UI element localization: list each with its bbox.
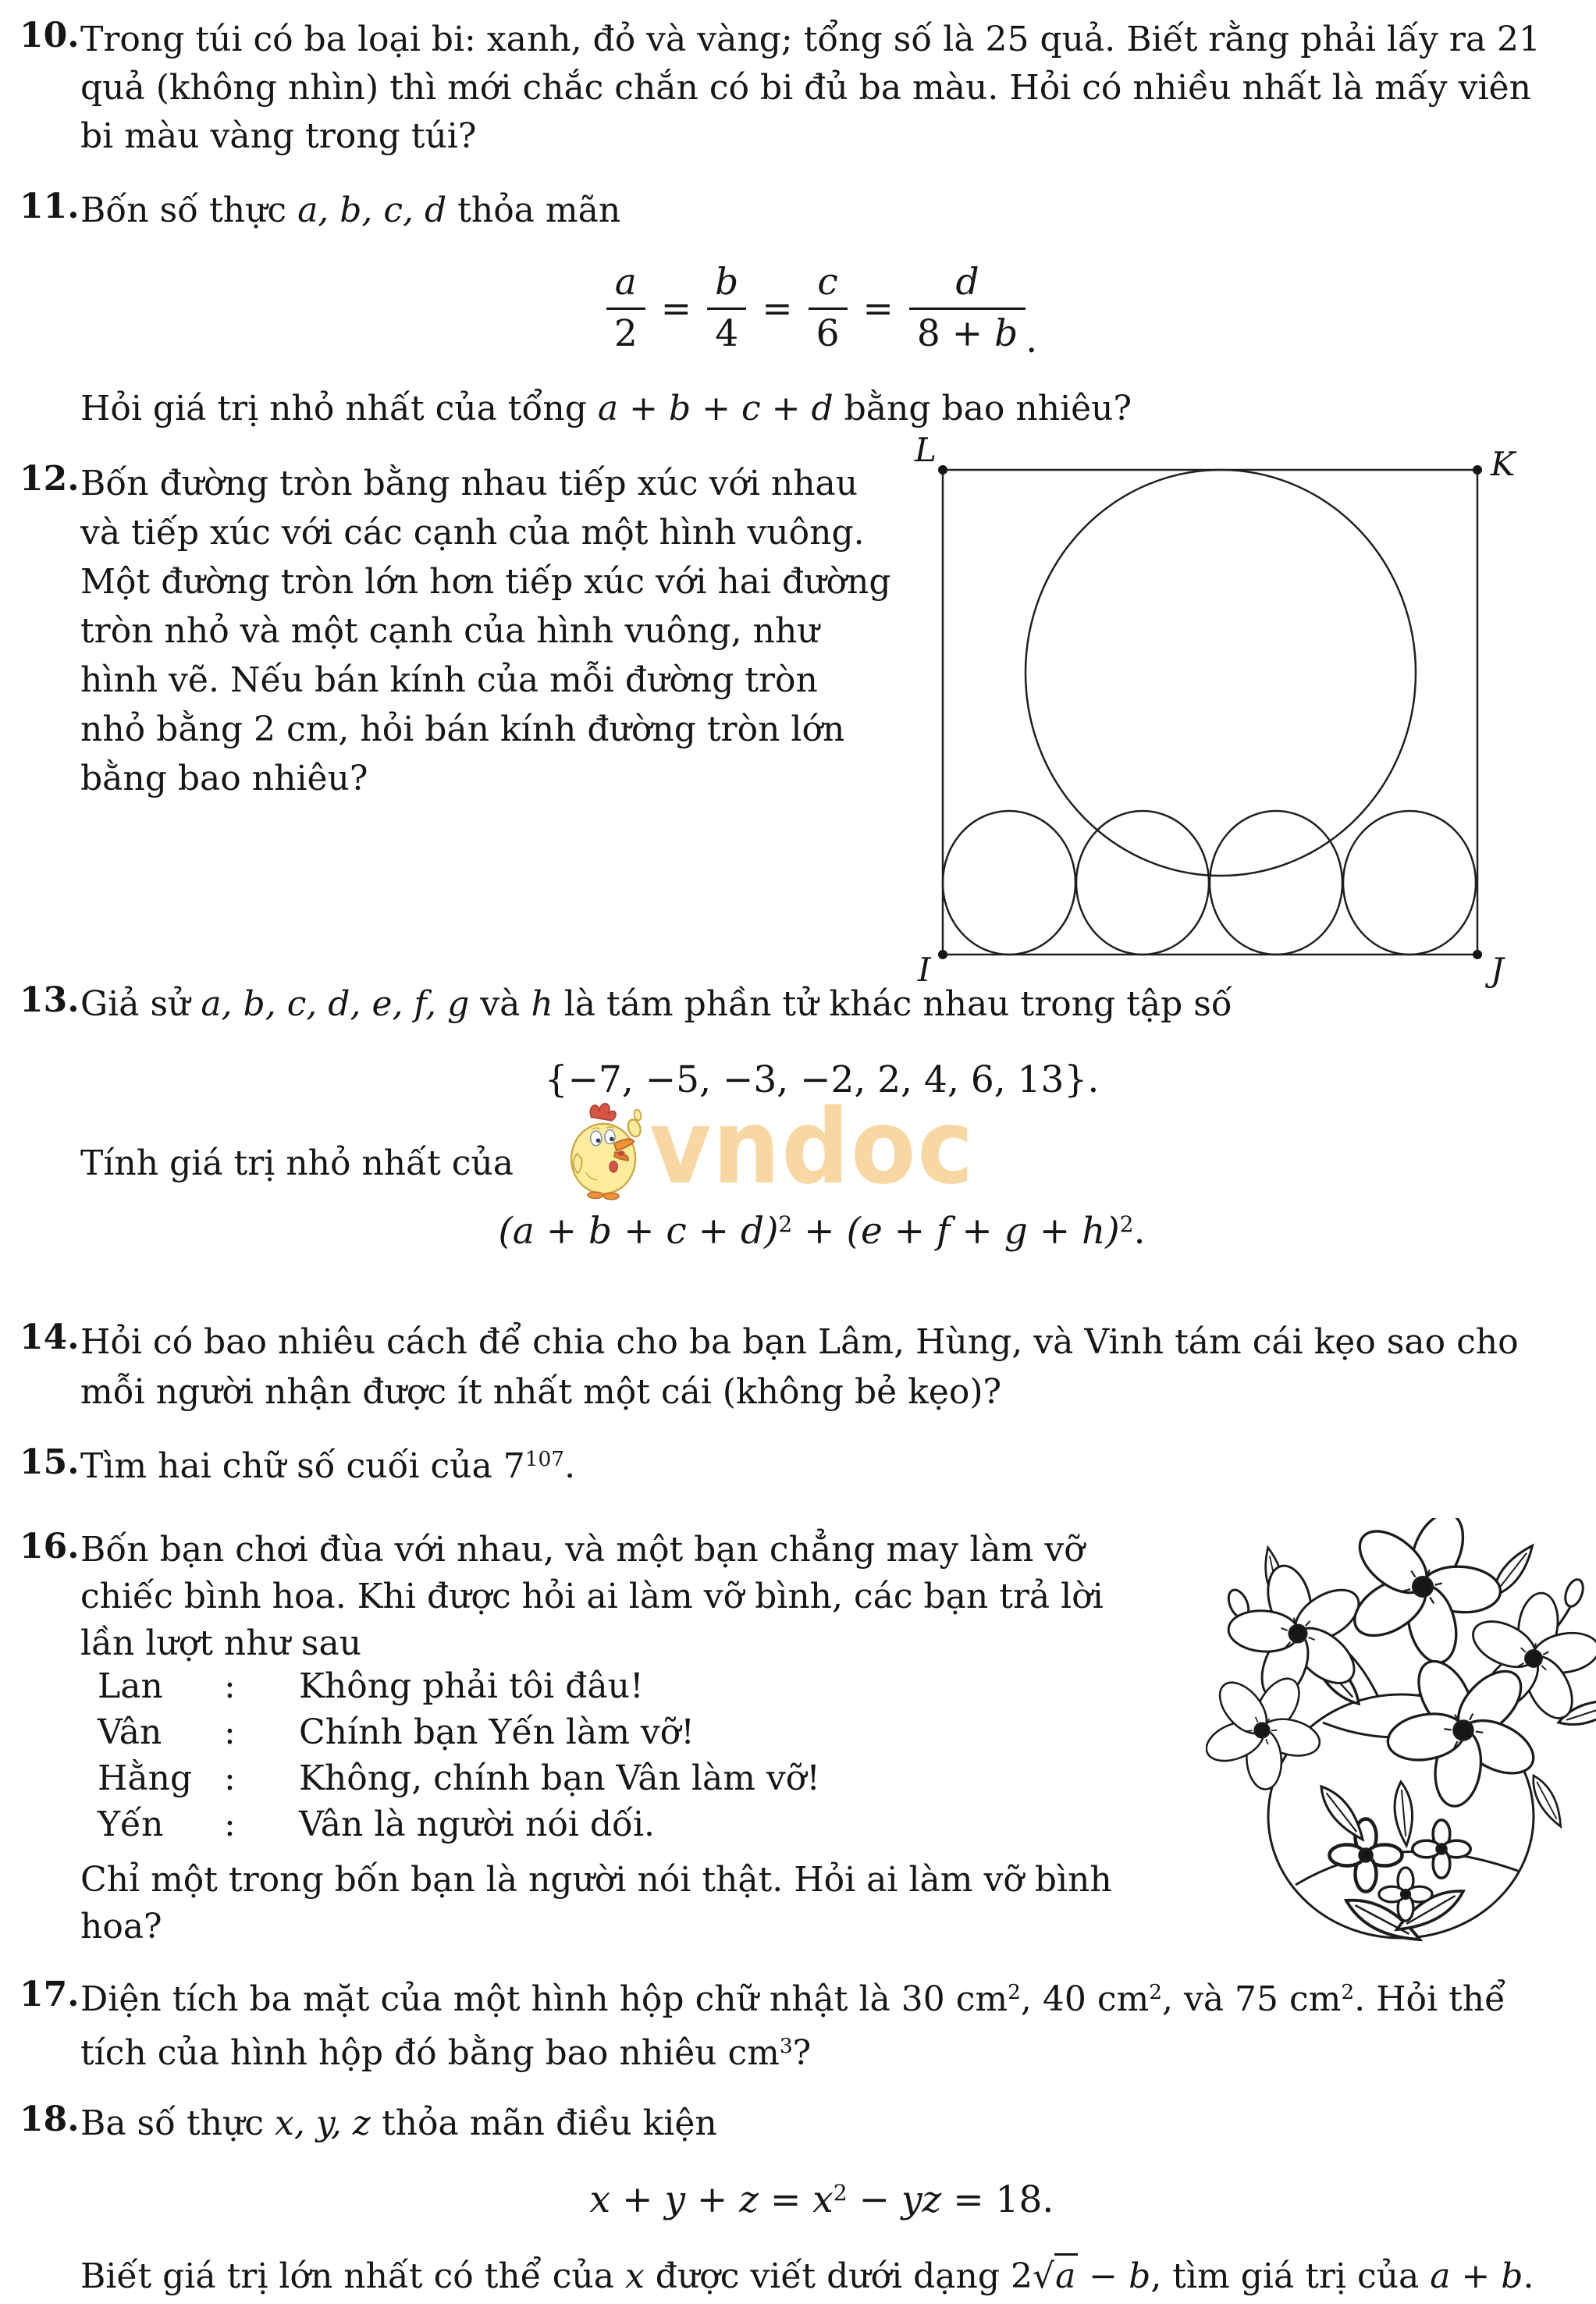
speech-text: Vân là người nói dối. (299, 1804, 656, 1844)
fraction-denominator: 4 (707, 308, 746, 355)
text-segment: Tìm hai chữ số cuối của (80, 1446, 503, 1486)
dialogue-row (20, 1801, 1576, 1847)
fraction-numerator: c (817, 261, 838, 304)
vertex-label-L: L (915, 431, 937, 469)
fraction (809, 262, 848, 355)
dialogue-row (20, 1709, 1576, 1755)
expression-display (80, 1210, 1563, 1253)
period: . (1133, 1210, 1146, 1253)
math-segment: − b (1078, 2256, 1151, 2296)
problem-13 (20, 980, 1576, 1029)
vertex-label-K: K (1491, 445, 1516, 483)
superscript: 2 (1149, 1980, 1162, 2005)
problem-11-question (20, 385, 1576, 433)
small-circle-1 (943, 811, 1075, 955)
math-segment: + (792, 1210, 847, 1253)
text-line (80, 1442, 1576, 1495)
math-segment: h (531, 984, 553, 1024)
period: . (564, 1446, 576, 1486)
text-segment: , 40 cm (1020, 1979, 1150, 2019)
text-segment: Diện tích ba mặt của một hình hộp chữ nhật là 30 cm (80, 1979, 1008, 2019)
text-segment: . Hỏi thể (1354, 1979, 1506, 2019)
text-line: Chỉ một trong bốn bạn là người nói thật. Hỏi ai làm vỡ bình (80, 1860, 1112, 1900)
math-segment: a + b + c + d (597, 389, 834, 428)
fraction-denominator (909, 308, 1025, 355)
vertex-label-I: I (918, 951, 931, 989)
problem-number: 12. (20, 459, 80, 499)
problem-11 (20, 187, 1576, 235)
equals-sign: = (862, 287, 894, 331)
superscript: 2 (1008, 1980, 1021, 2005)
math-segment: {−7, −5, −3, −2, 2, 4, 6, 13}. (544, 1058, 1100, 1101)
text-line (80, 385, 1576, 433)
problem-number: 11. (20, 187, 80, 226)
problem-number: 13. (20, 980, 80, 1020)
text-line: tròn nhỏ và một cạnh của hình vuông, như (80, 611, 819, 651)
radical-sign: √ (1033, 2256, 1055, 2296)
fraction (606, 262, 645, 355)
equation-display (80, 261, 1563, 362)
colon: : (224, 1758, 236, 1798)
math-segment: − yz (847, 2178, 942, 2221)
small-circle-3 (1210, 811, 1342, 955)
problem-16 (20, 1527, 1576, 1667)
speaker-name: Lan (98, 1666, 163, 1706)
text-segment: thỏa mãn (446, 190, 621, 230)
text-line: chiếc bình hoa. Khi được hỏi ai làm vỡ bình, các bạn trả lời (80, 1577, 1104, 1616)
superscript: 2 (1341, 1980, 1355, 2005)
problem-12 (20, 459, 1576, 803)
equation-display (80, 2178, 1563, 2221)
vertex-label-J: J (1491, 951, 1504, 989)
text-line: Bốn đường tròn bằng nhau tiếp xúc với nhau (80, 464, 858, 503)
text-segment: được viết dưới dạng 2 (644, 2256, 1033, 2296)
problem-number: 10. (20, 16, 80, 55)
colon: : (224, 1712, 236, 1752)
text-line: bi màu vàng trong túi? (80, 116, 477, 156)
math-segment: x + y + z = x (589, 2178, 834, 2221)
fraction-numerator: b (715, 261, 739, 304)
radicand: a (1054, 2253, 1078, 2296)
text-segment: tích của hình hộp đó bằng bao nhiêu cm (80, 2033, 780, 2073)
text-segment: Ba số thực (80, 2103, 275, 2143)
text-segment: , tìm giá trị của (1150, 2256, 1431, 2296)
text-segment: thỏa mãn điều kiện (371, 2103, 717, 2143)
text-segment: Biết giá trị lớn nhất có thể của (80, 2256, 625, 2296)
problem-15 (20, 1442, 1576, 1495)
text-line: và tiếp xúc với các cạnh của một hình vuông. (80, 513, 865, 553)
text-line: Hỏi có bao nhiêu cách để chia cho ba bạn Lâm, Hùng, và Vinh tám cái kẹo sao cho (80, 1322, 1519, 1362)
fraction-numerator: a (614, 261, 637, 304)
superscript: 2 (1119, 1211, 1134, 1237)
problem-18-final (20, 2252, 1576, 2301)
problem-17 (20, 1975, 1576, 2082)
problem-10 (20, 16, 1576, 161)
text-line (80, 2028, 1576, 2082)
text-line: lần lượt như sau (80, 1623, 362, 1663)
text-segment: , và 75 cm (1162, 1979, 1342, 2019)
text-segment: bằng bao nhiêu? (833, 389, 1132, 428)
math-segment: a, b, c, d, e, f, g (201, 984, 470, 1024)
fraction-denominator: 6 (809, 308, 848, 355)
text-line: Một đường tròn lớn hơn tiếp xúc với hai đường (80, 562, 891, 602)
superscript: 2 (778, 1211, 793, 1237)
text-segment: Hỏi giá trị nhỏ nhất của tổng (80, 389, 598, 428)
dialogue-table (20, 1663, 1576, 1847)
text-line: Tính giá trị nhỏ nhất của (80, 1143, 514, 1183)
text-line: Bốn bạn chơi đùa với nhau, và một bạn chẳng may làm vỡ (80, 1530, 1085, 1570)
text-line: Trong túi có ba loại bi: xanh, đỏ và vàng; tổng số là 25 quả. Biết rằng phải lấy ra 21 (80, 20, 1541, 59)
math-segment: b (994, 311, 1018, 355)
problem-number: 17. (20, 1975, 80, 2014)
fraction (707, 262, 746, 355)
colon: : (224, 1666, 236, 1706)
fraction-numerator: d (955, 261, 979, 304)
dialogue-row (20, 1755, 1576, 1801)
text-segment: Giả sử (80, 984, 201, 1024)
math-segment: x (624, 2256, 645, 2296)
math-segment: x, y, z (275, 2103, 371, 2143)
problem-13-mid (20, 1140, 1576, 1188)
small-circle-2 (1076, 811, 1209, 955)
period: . (1523, 2256, 1534, 2296)
math-segment: = 18. (941, 2178, 1054, 2221)
vndoc-watermark-text: vndoc (649, 1087, 976, 1207)
fraction (909, 262, 1025, 355)
text-segment: là tám phần tử khác nhau trong tập số (553, 984, 1232, 1024)
text-line: hoa? (80, 1907, 162, 1947)
math-segment: a, b, c, d (297, 190, 447, 230)
text-line: mỗi người nhận được ít nhất một cái (không bẻ kẹo)? (80, 1372, 1002, 1412)
speaker-name: Hằng (98, 1758, 193, 1798)
problem-number: 15. (20, 1442, 80, 1482)
text-line (80, 980, 1576, 1029)
text-line: hình vẽ. Nếu bán kính của mỗi đường tròn (80, 660, 818, 700)
text-line (80, 187, 1576, 235)
speaker-name: Vân (98, 1712, 162, 1752)
set-display (80, 1058, 1563, 1101)
problem-14 (20, 1317, 1576, 1417)
text-line: quả (không nhìn) thì mới chắc chắn có bi đủ ba màu. Hỏi có nhiều nhất là mấy viên (80, 68, 1531, 108)
text-line (80, 1975, 1576, 2028)
text-line (80, 2252, 1576, 2301)
math-segment: 7 (503, 1446, 525, 1486)
speech-text: Không, chính bạn Vân làm vỡ! (299, 1758, 820, 1798)
math-segment: a + b (1430, 2256, 1523, 2296)
fraction-denominator: 2 (606, 308, 645, 355)
math-segment: (e + f + g + h) (846, 1210, 1120, 1253)
problem-18 (20, 2100, 1576, 2148)
small-circle-4 (1343, 811, 1476, 955)
text-segment: và (469, 984, 531, 1024)
math-segment: (a + b + c + d) (498, 1210, 779, 1253)
period: . (1025, 318, 1038, 362)
problem-number: 14. (20, 1317, 80, 1357)
problem-number: 16. (20, 1527, 80, 1566)
colon: : (224, 1804, 236, 1844)
text-line: nhỏ bằng 2 cm, hỏi bán kính đường tròn lớn (80, 709, 845, 749)
problem-16-tail (20, 1857, 1576, 1950)
equals-sign: = (660, 287, 692, 331)
dialogue-row (20, 1663, 1576, 1709)
text-line: bằng bao nhiêu? (80, 759, 368, 798)
speech-text: Chính bạn Yến làm vỡ! (299, 1712, 695, 1752)
equals-sign: = (762, 287, 793, 331)
text-segment: ? (792, 2033, 812, 2073)
speaker-name: Yến (98, 1804, 164, 1844)
text-line (80, 2100, 1576, 2148)
speech-text: Không phải tôi đâu! (299, 1666, 644, 1706)
superscript: 2 (833, 2179, 848, 2206)
problem-number: 18. (20, 2100, 80, 2139)
text-segment: Bốn số thực (80, 190, 298, 230)
superscript: 3 (779, 2034, 793, 2059)
text-segment: 8 + (916, 311, 995, 355)
superscript: 107 (524, 1447, 565, 1472)
